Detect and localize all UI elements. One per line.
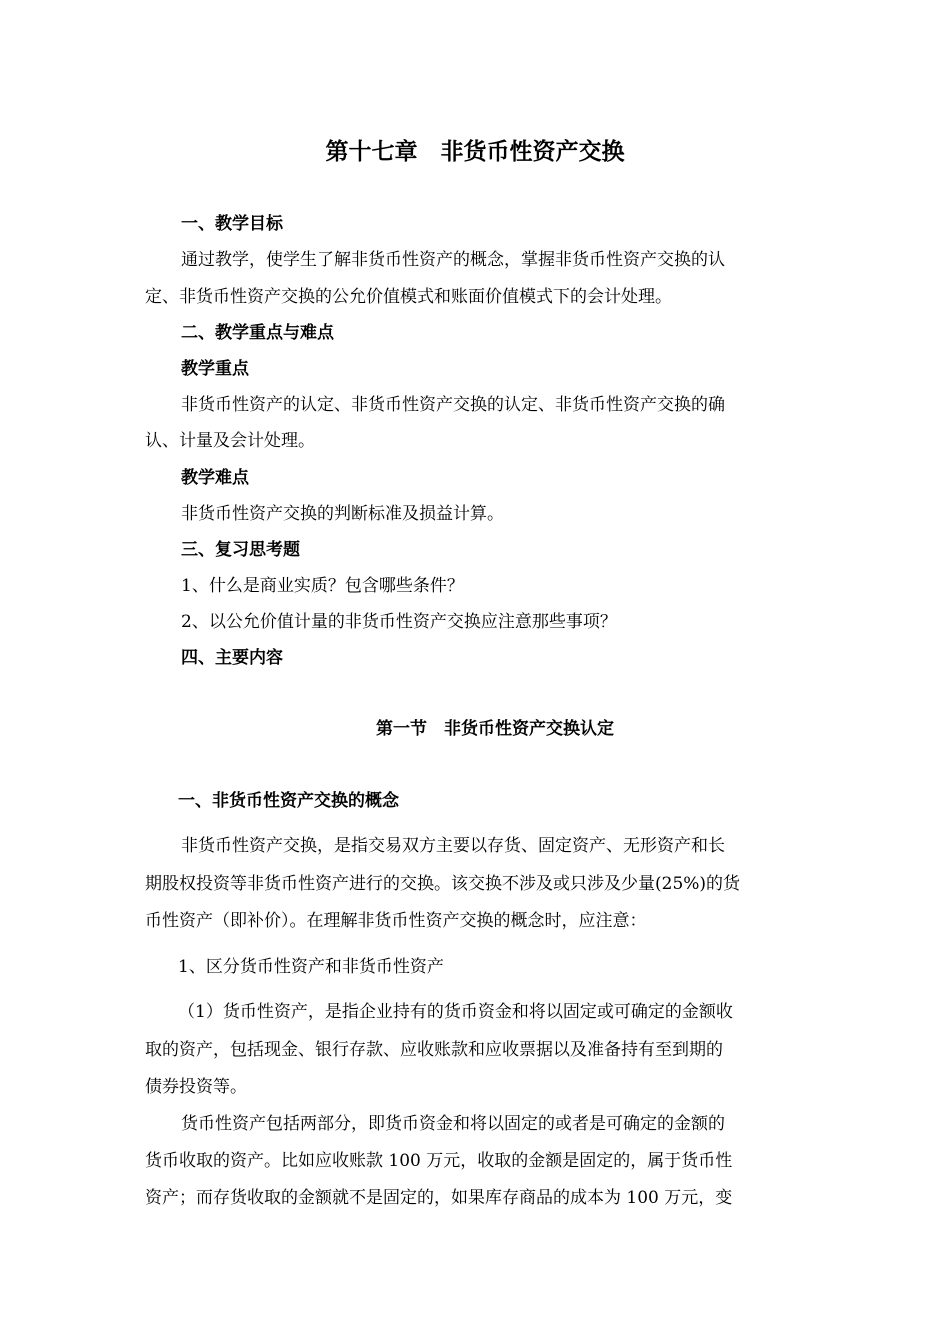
concept-paragraph-line: 币性资产（即补价）。在理解非货币性资产交换的概念时，应注意：: [145, 911, 647, 931]
objectives-heading: 一、教学目标: [181, 214, 283, 234]
difficulty-heading: 教学难点: [181, 468, 249, 488]
chapter-title: 第十七章 非货币性资产交换: [325, 139, 625, 165]
explanation-paragraph-line: 资产；而存货收取的金额就不是固定的，如果库存商品的成本为 100 万元，变: [145, 1188, 733, 1208]
definition-paragraph-line: （1）货币性资产，是指企业持有的货币资金和将以固定或可确定的金额收: [178, 1002, 733, 1022]
focus-paragraph-line: 非货币性资产的认定、非货币性资产交换的认定、非货币性资产交换的确: [181, 395, 725, 415]
concept-heading: 一、非货币性资产交换的概念: [178, 791, 399, 811]
review-heading: 三、复习思考题: [181, 540, 300, 560]
concept-paragraph-line: 非货币性资产交换，是指交易双方主要以存货、固定资产、无形资产和长: [181, 836, 725, 856]
main-content-heading: 四、主要内容: [181, 648, 283, 668]
concept-paragraph-line: 期股权投资等非货币性资产进行的交换。该交换不涉及或只涉及少量(25%)的货: [145, 874, 741, 894]
key-points-heading: 二、教学重点与难点: [181, 323, 334, 343]
objectives-paragraph-line: 通过教学，使学生了解非货币性资产的概念，掌握非货币性资产交换的认: [181, 250, 725, 270]
explanation-paragraph-line: 货币收取的资产。比如应收账款 100 万元，收取的金额是固定的，属于货币性: [145, 1151, 733, 1171]
review-question: 2、以公允价值计量的非货币性资产交换应注意那些事项？: [181, 612, 617, 632]
point-heading: 1、区分货币性资产和非货币性资产: [178, 957, 444, 977]
definition-paragraph-line: 取的资产，包括现金、银行存款、应收账款和应收票据以及准备持有至到期的: [145, 1040, 723, 1060]
explanation-paragraph-line: 货币性资产包括两部分，即货币资金和将以固定的或者是可确定的金额的: [181, 1114, 725, 1134]
objectives-paragraph-line: 定、非货币性资产交换的公允价值模式和账面价值模式下的会计处理。: [145, 287, 672, 307]
focus-paragraph-line: 认、计量及会计处理。: [145, 431, 315, 451]
section-title: 第一节 非货币性资产交换认定: [376, 719, 614, 739]
focus-heading: 教学重点: [181, 359, 249, 379]
definition-paragraph-line: 债券投资等。: [145, 1077, 247, 1097]
review-question: 1、什么是商业实质？包含哪些条件？: [181, 576, 464, 596]
difficulty-paragraph: 非货币性资产交换的判断标准及损益计算。: [181, 504, 504, 524]
